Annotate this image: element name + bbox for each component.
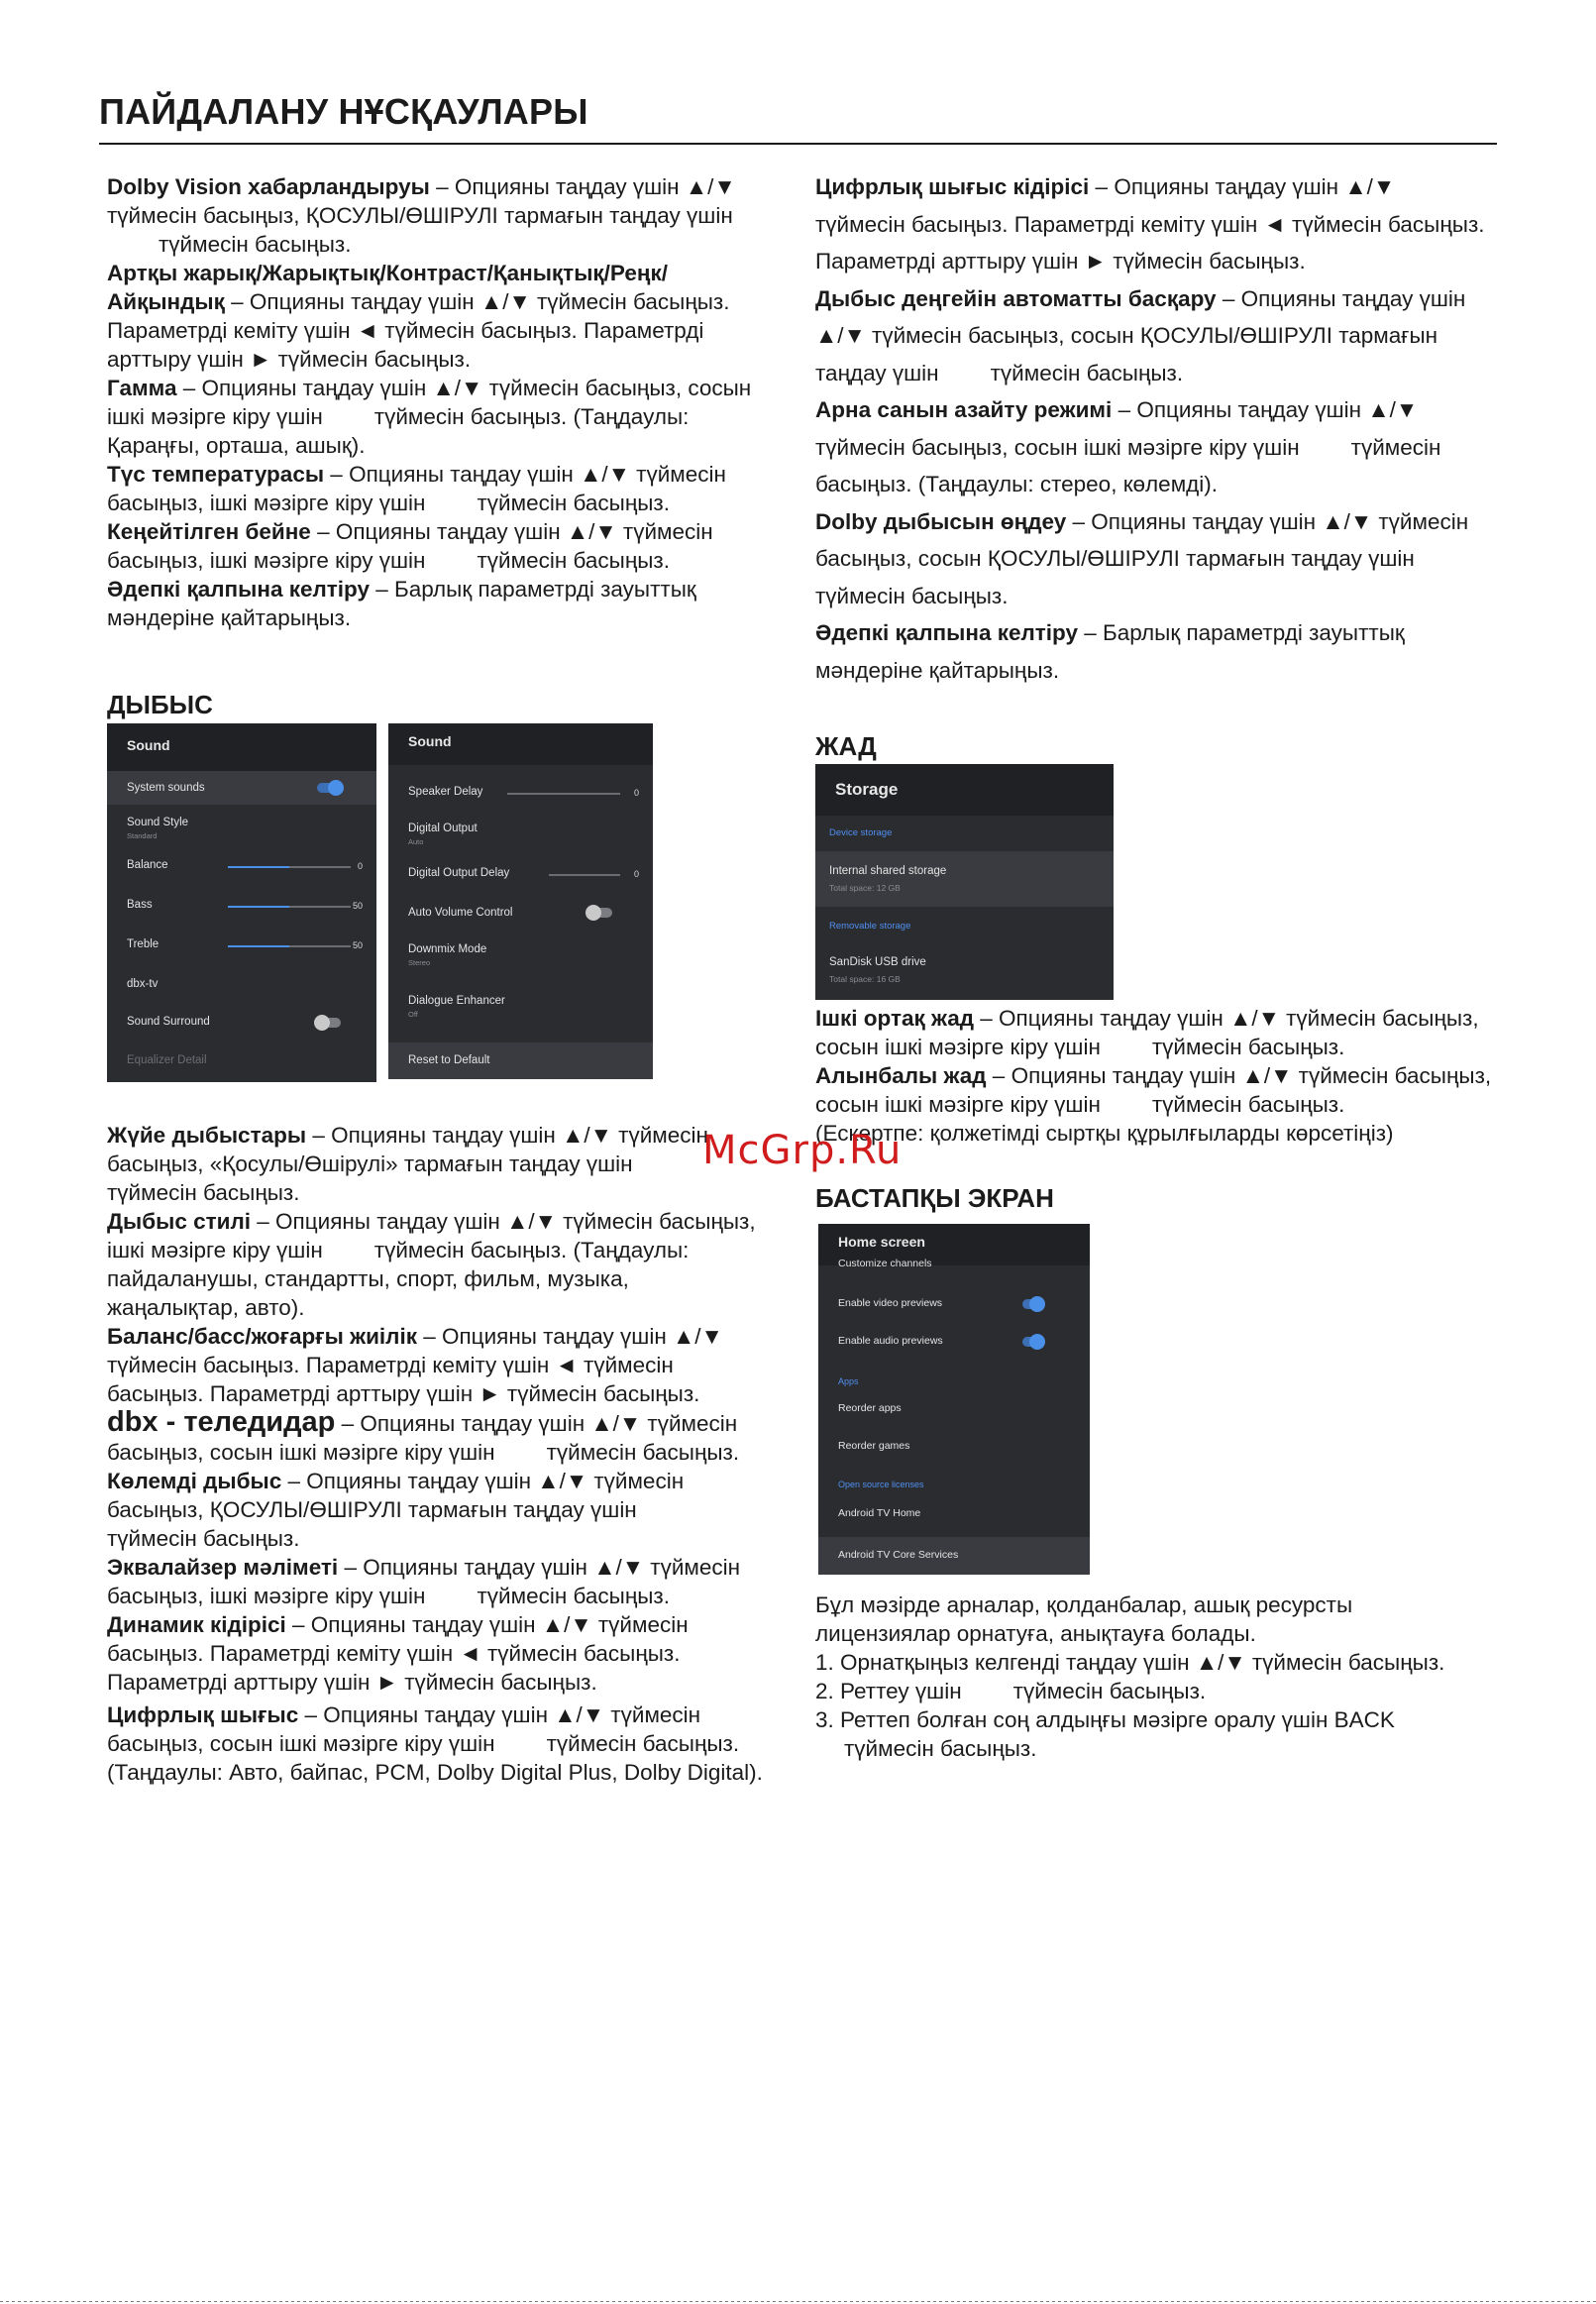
bass-slider[interactable] xyxy=(228,906,351,908)
sound-surround-toggle[interactable] xyxy=(317,1018,341,1028)
title-divider xyxy=(99,143,1497,145)
backlight-paragraph: Артқы жарық/Жарықтық/Контраст/Қанықтық/Реңк/ Айқындық – Опцияны таңдау үшін ▲/▼ түймесін басыңыз. Параметрді кеміту үшін ◄ түймесін басыңыз. Параметрді арттыру үшін ► түймесін басыңыз. xyxy=(107,261,730,372)
android-tv-home-item[interactable]: Android TV Home xyxy=(838,1507,921,1519)
sound-advanced-panel xyxy=(388,723,653,1079)
storage-text xyxy=(815,1004,1499,1148)
dolby-vision-paragraph: Dolby Vision хабарландыруы – Опцияны таңдау үшін ▲/▼ түймесін басыңыз, ҚОСУЛЫ/ӨШІРУЛІ тармағын таңдау үшінтүймесін басыңыз. xyxy=(107,174,736,257)
balance-item[interactable]: Balance 0 xyxy=(127,859,363,871)
panel-title: Sound xyxy=(408,733,452,749)
digital-output-paragraph: Цифрлық шығыс – Опцияны таңдау үшін ▲/▼ түймесін басыңыз, сосын ішкі мәзірге кіру үшін түймесін басыңыз. (Таңдаулы: Авто, байпас, PCM, Dolby Digital Plus, Dolby Digital). xyxy=(107,1702,763,1785)
sound-settings-text xyxy=(107,1121,763,1787)
treble-slider[interactable] xyxy=(228,945,351,947)
auto-volume-item[interactable]: Auto Volume Control xyxy=(388,894,653,928)
speaker-delay-item[interactable]: Speaker Delay 0 xyxy=(408,786,639,798)
picture-settings-text xyxy=(107,172,761,632)
page-title: ПАЙДАЛАНУ НҰСҚАУЛАРЫ xyxy=(99,91,588,132)
apps-section: Apps xyxy=(838,1376,859,1386)
android-tv-core-services-item[interactable]: Android TV Core Services xyxy=(818,1537,1090,1575)
internal-storage-item[interactable]: Internal shared storage Total space: 12 GB xyxy=(815,851,1114,907)
storage-note: (Ескертпе: қолжетімді сыртқы құрылғыларды көрсетіңіз) xyxy=(815,1121,1394,1146)
bass-item[interactable]: Bass 50 xyxy=(127,899,363,911)
sound-style-item[interactable]: Sound Style Standard xyxy=(127,817,189,840)
home-step-2: 2. Реттеу үшін түймесін басыңыз. xyxy=(815,1679,1207,1703)
panel-title: Sound xyxy=(127,737,170,753)
device-storage-section: Device storage xyxy=(829,827,893,838)
sound-surround-item[interactable]: Sound Surround xyxy=(107,1005,376,1039)
usb-drive-item[interactable]: SanDisk USB drive Total space: 16 GB xyxy=(829,956,926,984)
system-sounds-toggle[interactable] xyxy=(317,783,341,793)
equalizer-detail-item[interactable]: Equalizer Detail xyxy=(127,1054,207,1066)
advanced-video-paragraph: Кеңейтілген бейне – Опцияны таңдау үшін ▲/▼ түймесін басыңыз, ішкі мәзірге кіру үшін түймесін басыңыз. xyxy=(107,519,713,573)
sound-reset-paragraph: Әдепкі қалпына келтіру – Барлық параметрді зауыттық мәндеріне қайтарыңыз. xyxy=(815,620,1405,683)
reorder-apps-item[interactable]: Reorder apps xyxy=(838,1402,902,1414)
storage-heading: ЖАД xyxy=(815,731,877,761)
sound-settings-panel xyxy=(107,723,376,1082)
downmix-paragraph: Арна санын азайту режимі – Опцияны таңдау үшін ▲/▼ түймесін басыңыз, сосын ішкі мәзірге кіру үшін түймесін басыңыз. (Таңдаулы: стерео, көлемді). xyxy=(815,397,1441,496)
bottom-divider xyxy=(0,2301,1596,2302)
reset-default-paragraph: Әдепкі қалпына келтіру – Барлық параметрді зауыттық мәндеріне қайтарыңыз. xyxy=(107,577,696,630)
dbx-tv-item[interactable]: dbx-tv xyxy=(127,978,159,990)
balance-bass-treble-paragraph: Баланс/басс/жоғарғы жиілік – Опцияны таңдау үшін ▲/▼ түймесін басыңыз. Параметрді кеміту үшін ◄ түймесін басыңыз. Параметрді арттыру үшін ► түймесін басыңыз. xyxy=(107,1324,723,1406)
equalizer-paragraph: Эквалайзер мәліметі – Опцияны таңдау үшін ▲/▼ түймесін басыңыз, ішкі мәзірге кіру үшін түймесін басыңыз. xyxy=(107,1555,741,1608)
system-sounds-item[interactable]: System sounds xyxy=(107,771,376,805)
panel-title: Home screen xyxy=(838,1234,925,1250)
sound-settings-text-continued xyxy=(815,168,1489,689)
dolby-sound-paragraph: Dolby дыбысын өңдеу – Опцияны таңдау үшін ▲/▼ түймесін басыңыз, сосын ҚОСУЛЫ/ӨШІРУЛІ тармағын таңдау үшінтүймесін басыңыз. xyxy=(815,508,1469,608)
video-previews-item[interactable]: Enable video previews xyxy=(818,1285,1090,1321)
surround-paragraph: Көлемді дыбыс – Опцияны таңдау үшін ▲/▼ түймесін басыңыз, ҚОСУЛЫ/ӨШІРУЛІ тармағын таңдау үшінтүймесін басыңыз. xyxy=(107,1469,685,1551)
sound-style-paragraph: Дыбыс стилі – Опцияны таңдау үшін ▲/▼ түймесін басыңыз, ішкі мәзірге кіру үшін түймесін басыңыз. (Таңдаулы: пайдаланушы, стандартты, спорт, фильм, музыка, жаңалықтар, авто). xyxy=(107,1209,756,1320)
system-sounds-paragraph: Жүйе дыбыстары – Опцияны таңдау үшін ▲/▼ түймесін басыңыз, «Қосулы/Өшірулі» тармағын таңдау үшінтүймесін басыңыз. xyxy=(107,1123,708,1205)
downmix-mode-item[interactable]: Downmix Mode Stereo xyxy=(408,943,487,967)
audio-previews-toggle[interactable] xyxy=(1022,1337,1042,1347)
digital-output-delay-item[interactable]: Digital Output Delay 0 xyxy=(408,867,639,879)
home-screen-heading: БАСТАПҚЫ ЭКРАН xyxy=(815,1183,1054,1213)
digital-output-delay-slider[interactable] xyxy=(549,874,620,876)
home-step-3: 3. Реттеп болған соң алдыңғы мәзірге оралу үшін BACK xyxy=(815,1707,1395,1732)
auto-volume-toggle[interactable] xyxy=(588,908,612,918)
sound-heading: ДЫБЫС xyxy=(107,690,213,719)
digital-output-delay-paragraph: Цифрлық шығыс кідірісі – Опцияны таңдау үшін ▲/▼ түймесін басыңыз. Параметрді кеміту үшін ◄ түймесін басыңыз. Параметрді арттыру үшін ► түймесін басыңыз. xyxy=(815,174,1485,274)
audio-previews-item[interactable]: Enable audio previews xyxy=(818,1323,1090,1359)
removable-storage-section: Removable storage xyxy=(829,921,911,932)
speaker-delay-slider[interactable] xyxy=(507,793,620,795)
panel-title: Storage xyxy=(835,780,899,799)
auto-volume-paragraph: Дыбыс деңгейін автоматты басқару – Опцияны таңдау үшін ▲/▼ түймесін басыңыз, сосын ҚОСУЛЫ/ӨШІРУЛІ тармағын таңдау үшін түймесін басыңыз. xyxy=(815,285,1466,385)
treble-item[interactable]: Treble 50 xyxy=(127,938,363,950)
home-step-1: 1. Орнатқыңыз келгенді таңдау үшін ▲/▼ түймесін басыңыз. xyxy=(815,1650,1445,1675)
removable-storage-paragraph: Алынбалы жад – Опцияны таңдау үшін ▲/▼ түймесін басыңыз, сосын ішкі мәзірге кіру үшін түймесін басыңыз. xyxy=(815,1063,1492,1117)
home-step-3-cont: түймесін басыңыз. xyxy=(844,1736,1037,1761)
digital-output-item[interactable]: Digital Output Auto xyxy=(408,823,478,846)
gamma-paragraph: Гамма – Опцияны таңдау үшін ▲/▼ түймесін басыңыз, сосын ішкі мәзірге кіру үшін түймесін басыңыз. (Таңдаулы: Қараңғы, орташа, ашық). xyxy=(107,376,752,458)
dbx-tv-paragraph: dbx - теледидар – Опцияны таңдау үшін ▲/▼ түймесін басыңыз, сосын ішкі мәзірге кіру үшін түймесін басыңыз. xyxy=(107,1406,740,1465)
watermark: McGrp.Ru xyxy=(702,1128,903,1173)
balance-slider[interactable] xyxy=(228,866,351,868)
video-previews-toggle[interactable] xyxy=(1022,1299,1042,1309)
dialogue-enhancer-item[interactable]: Dialogue Enhancer Off xyxy=(408,995,505,1019)
storage-panel xyxy=(815,764,1114,1000)
home-screen-text xyxy=(815,1591,1449,1763)
open-source-licenses-section[interactable]: Open source licenses xyxy=(838,1480,924,1489)
customize-channels-item[interactable]: Customize channels xyxy=(838,1258,932,1269)
reorder-games-item[interactable]: Reorder games xyxy=(838,1440,910,1452)
reset-to-default-item[interactable]: Reset to Default xyxy=(388,1042,653,1079)
color-temperature-paragraph: Түс температурасы – Опцияны таңдау үшін ▲/▼ түймесін басыңыз, ішкі мәзірге кіру үшін түймесін басыңыз. xyxy=(107,462,726,515)
internal-storage-paragraph: Ішкі ортақ жад – Опцияны таңдау үшін ▲/▼ түймесін басыңыз, сосын ішкі мәзірге кіру үшін түймесін басыңыз. xyxy=(815,1006,1479,1059)
home-screen-intro: Бұл мәзірде арналар, қолданбалар, ашық ресурсты лицензиялар орнатуға, анықтауға болады. xyxy=(815,1592,1353,1646)
speaker-delay-paragraph: Динамик кідірісі – Опцияны таңдау үшін ▲/▼ түймесін басыңыз. Параметрді кеміту үшін ◄ түймесін басыңыз. Параметрді арттыру үшін ► түймесін басыңыз. xyxy=(107,1612,689,1695)
home-screen-panel xyxy=(818,1224,1090,1575)
